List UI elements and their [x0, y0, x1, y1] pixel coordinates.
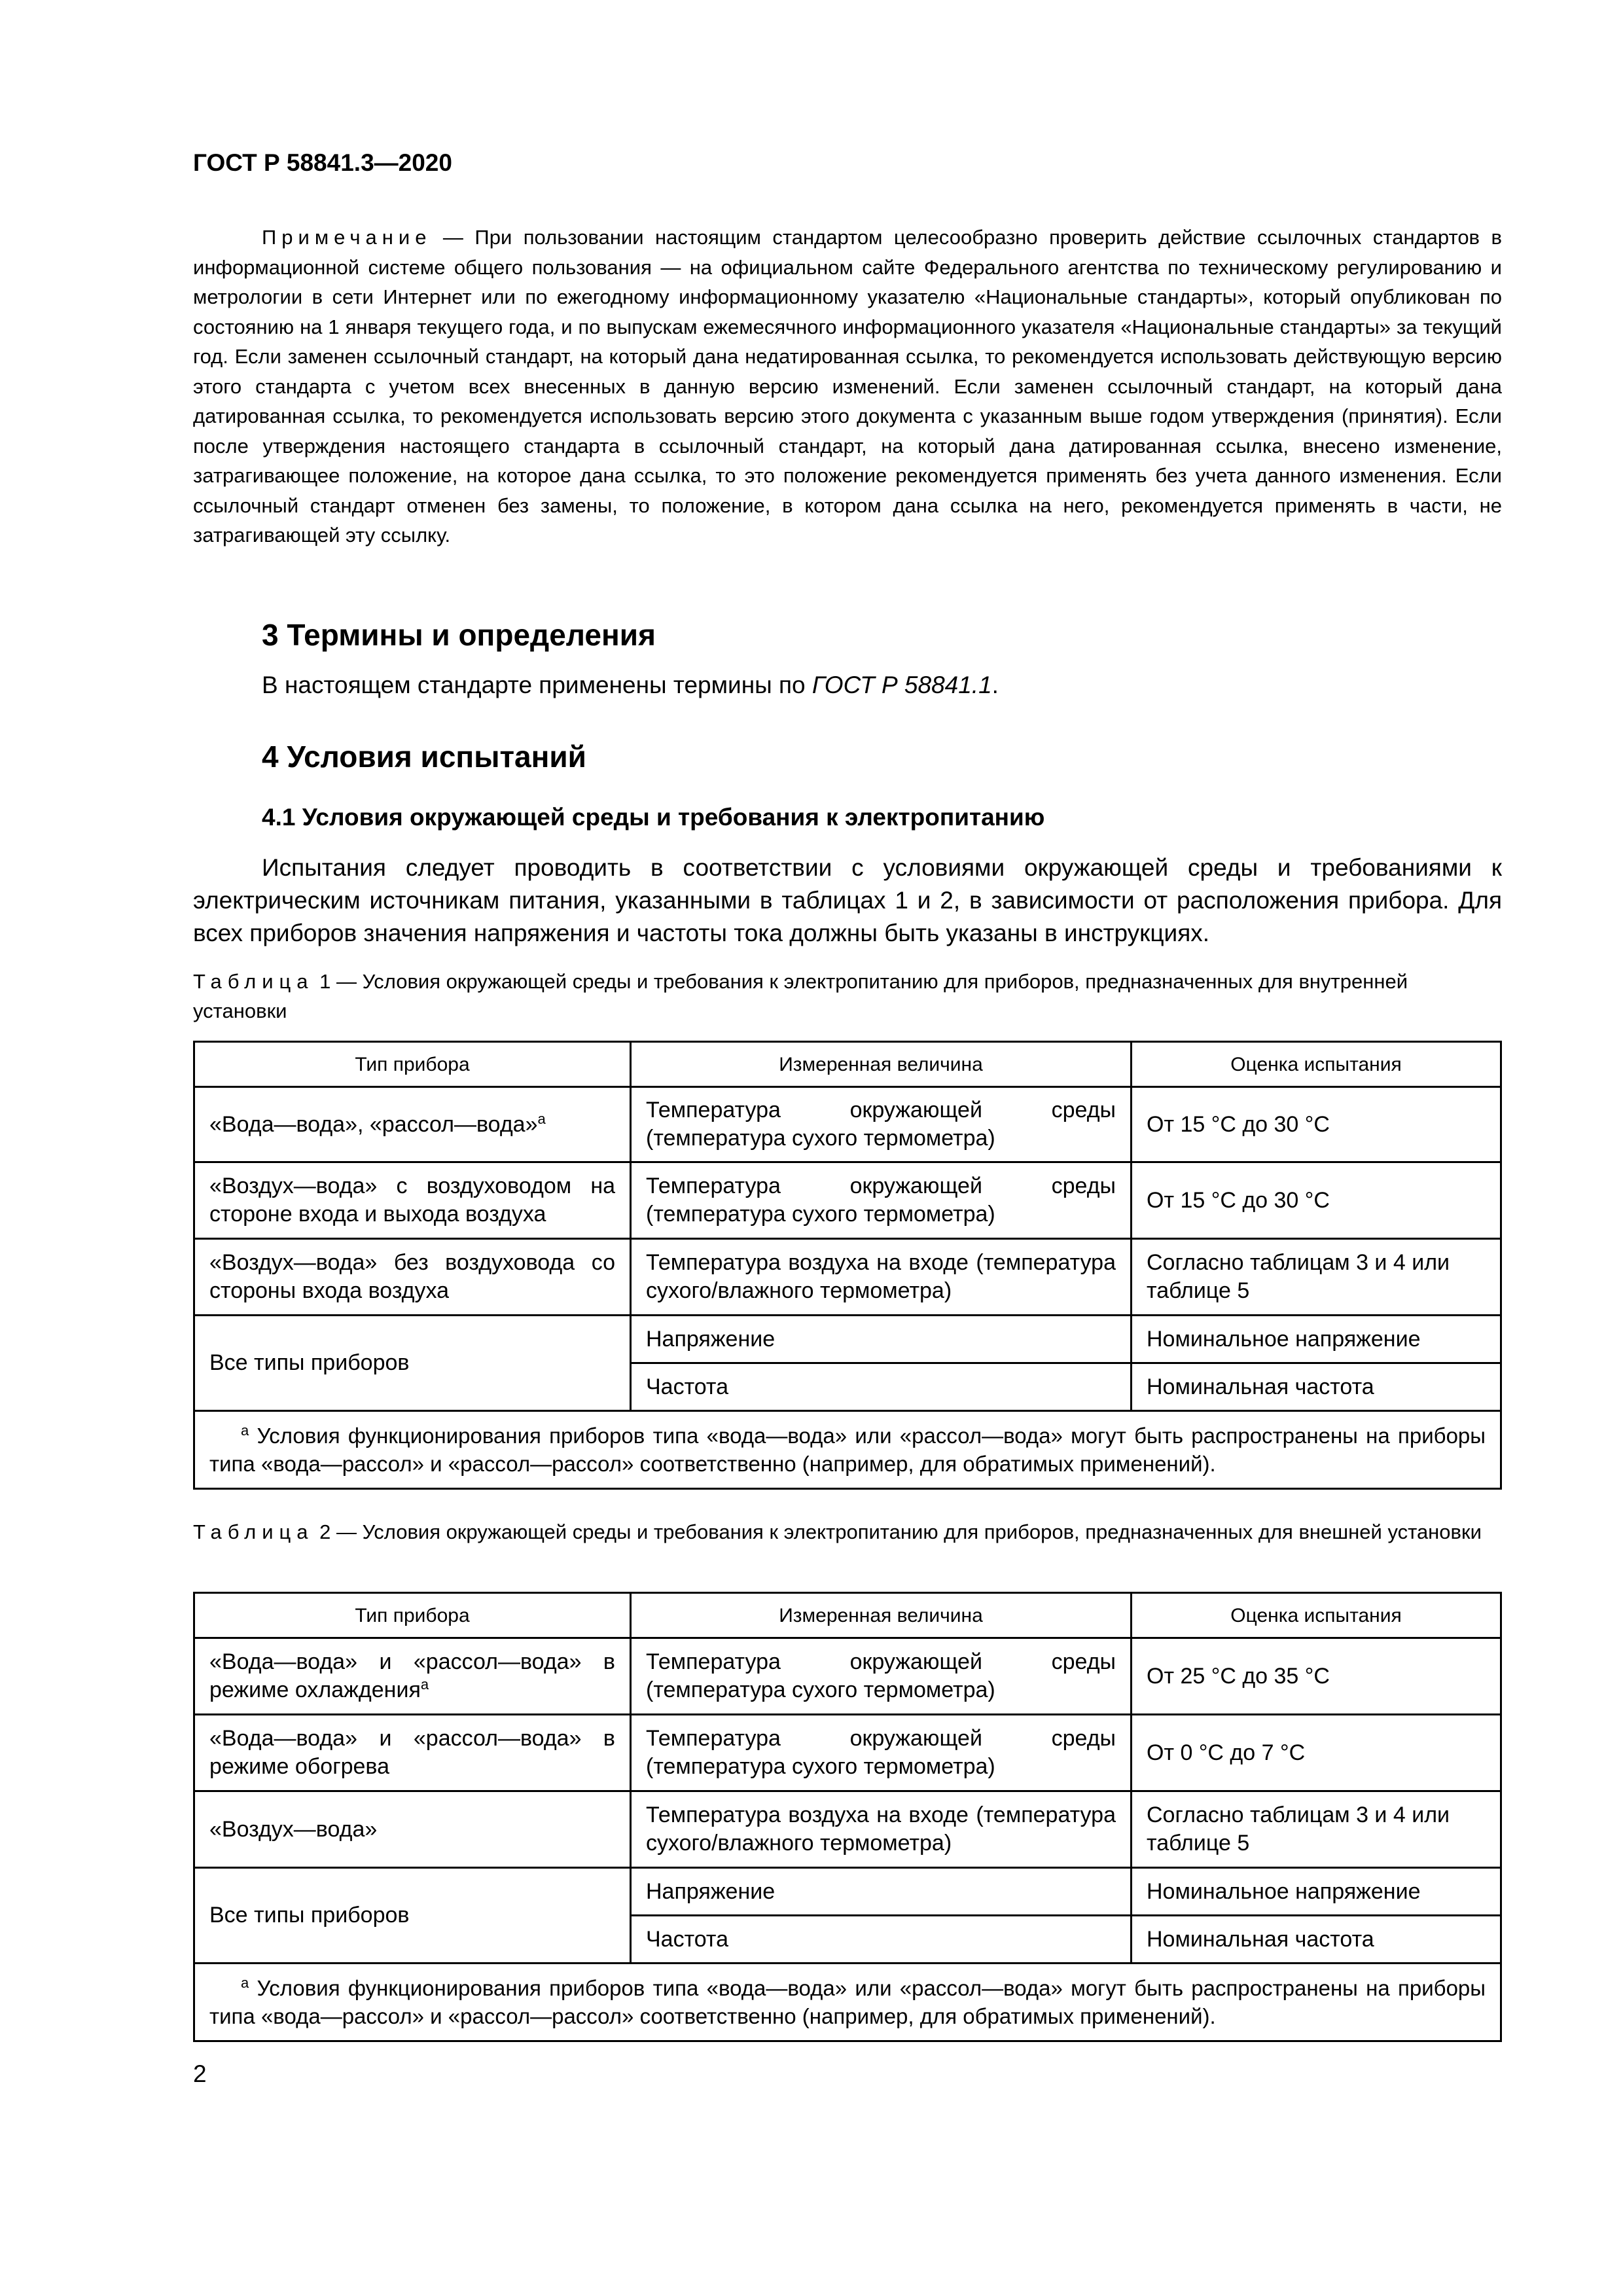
quantity-cell: Температура воздуха на входе (температура сухого/влажного термометра) — [631, 1239, 1132, 1316]
table-row — [194, 1087, 1501, 1162]
document-code: ГОСТ Р 58841.3—2020 — [193, 149, 452, 176]
section-4-1-paragraph: Испытания следует проводить в соответствии с условиями окружающей среды и требованиями к электрическим источникам питания, указанными в таблицах 1 и 2, в зависимости от расположения прибора. Для всех приборов значения напряжения и частоты тока должны быть указаны в инструкциях. — [193, 854, 1502, 946]
section-3-text — [193, 669, 1502, 702]
quantity-cell: Напряжение — [631, 1868, 1132, 1916]
device-type-cell — [194, 1638, 631, 1715]
table-footnote-row — [194, 1411, 1501, 1489]
column-header: Измеренная величина — [631, 1042, 1132, 1087]
gost-reference-link: ГОСТ Р 58841.1 — [812, 672, 992, 698]
device-type-cell: Все типы приборов — [194, 1316, 631, 1411]
note-label: Примечание — [262, 226, 432, 249]
table-1 — [193, 1041, 1502, 1490]
quantity-cell: Температура воздуха на входе (температура сухого/влажного термометра) — [631, 1791, 1132, 1868]
footnote-mark: a — [241, 1422, 249, 1439]
section-3-title: 3 Термины и определения — [262, 618, 656, 652]
table-2 — [193, 1592, 1502, 2042]
footnote-text: Условия функционирования приборов типа «вода—вода» или «рассол—вода» могут быть распространены на приборы типа «вода—рассол» и «рассол—рассол» соответственно (например, для обратимых применений). — [209, 1424, 1486, 1476]
column-header: Тип прибора — [194, 1042, 631, 1087]
quantity-cell: Частота — [631, 1916, 1132, 1964]
evaluation-cell: От 15 °С до 30 °С — [1132, 1087, 1501, 1162]
table-row — [194, 1316, 1501, 1363]
page-number: 2 — [193, 2060, 207, 2087]
column-header: Оценка испытания — [1132, 1042, 1501, 1087]
footnote-mark: a — [537, 1110, 546, 1127]
device-type: «Вода—вода», «рассол—вода» — [209, 1111, 538, 1137]
device-type: «Вода—вода» и «рассол—вода» в режиме охлаждения — [209, 1649, 615, 1702]
table-1-caption-label: Таблица — [193, 970, 314, 993]
section-3-text-after: . — [991, 672, 999, 698]
table-1-caption-text: 1 — Условия окружающей среды и требования к электропитанию для приборов, предназначенных для внутренней установки — [193, 970, 1408, 1022]
section-4-title: 4 Условия испытаний — [262, 740, 586, 774]
evaluation-cell: Номинальное напряжение — [1132, 1316, 1501, 1363]
device-type-cell: Все типы приборов — [194, 1868, 631, 1964]
evaluation-cell: Номинальное напряжение — [1132, 1868, 1501, 1916]
quantity-cell: Температура окружающей среды (температура сухого термометра) — [631, 1638, 1132, 1715]
table-1-caption — [193, 967, 1502, 1026]
note-text: — При пользовании настоящим стандартом целесообразно проверить действие ссылочных стандартов в информационной системе общего пользования — на официальном сайте Федерального агентства по техническому регулированию и метрологии в сети Интернет или по ежегодному информационному указателю «Национальные стандарты», который опубликован по состоянию на 1 января текущего года, и по выпускам ежемесячного информационного указателя «Национальные стандарты» за текущий год. Если заменен ссылочный стандарт, на который дана недатированная ссылка, то рекомендуется использовать действующую версию этого стандарта с учетом всех внесенных в данную версию изменений. Если заменен ссылочный стандарт, на который дана датированная ссылка, то рекомендуется использовать версию этого документа с указанным выше годом утверждения (принятия). Если после утверждения настоящего стандарта в ссылочный стандарт, на который дана датированная ссылка, внесено изменение, затрагивающее положение, на которое дана ссылка, то это положение рекомендуется применять без учета данного изменения. Если ссылочный стандарт отменен без замены, то положение, в котором дана ссылка на него, рекомендуется применять в части, не затрагивающей эту ссылку. — [193, 226, 1502, 547]
table-row — [194, 1162, 1501, 1239]
column-header: Измеренная величина — [631, 1593, 1132, 1638]
table-footnote — [194, 1411, 1501, 1489]
table-2-caption-label: Таблица — [193, 1520, 314, 1543]
table-footnote-row — [194, 1964, 1501, 2041]
table-2-caption — [193, 1517, 1502, 1547]
evaluation-cell: От 15 °С до 30 °С — [1132, 1162, 1501, 1239]
device-type-cell: «Воздух—вода» без воздуховода со стороны входа воздуха — [194, 1239, 631, 1316]
subsection-4-1-title: 4.1 Условия окружающей среды и требования к электропитанию — [262, 804, 1045, 831]
section-3-text-before: В настоящем стандарте применены термины по — [262, 672, 812, 698]
table-header-row — [194, 1042, 1501, 1087]
evaluation-cell: Номинальная частота — [1132, 1363, 1501, 1411]
table-row — [194, 1868, 1501, 1916]
device-type-cell: «Воздух—вода» с воздуховодом на стороне входа и выхода воздуха — [194, 1162, 631, 1239]
footnote-text: Условия функционирования приборов типа «вода—вода» или «рассол—вода» могут быть распространены на приборы типа «вода—рассол» и «рассол—рассол» соответственно (например, для обратимых применений). — [209, 1976, 1486, 2028]
column-header: Оценка испытания — [1132, 1593, 1501, 1638]
evaluation-cell: От 0 °С до 7 °С — [1132, 1715, 1501, 1791]
table-row — [194, 1638, 1501, 1715]
quantity-cell: Температура окружающей среды (температура сухого термометра) — [631, 1087, 1132, 1162]
evaluation-cell: Номинальная частота — [1132, 1916, 1501, 1964]
table-header-row — [194, 1593, 1501, 1638]
quantity-cell: Частота — [631, 1363, 1132, 1411]
table-row — [194, 1715, 1501, 1791]
table-row — [194, 1791, 1501, 1868]
table-row — [194, 1239, 1501, 1316]
quantity-cell: Напряжение — [631, 1316, 1132, 1363]
column-header: Тип прибора — [194, 1593, 631, 1638]
device-type-cell: «Вода—вода» и «рассол—вода» в режиме обогрева — [194, 1715, 631, 1791]
footnote-mark: a — [420, 1676, 429, 1693]
device-type-cell — [194, 1087, 631, 1162]
evaluation-cell: Согласно таблицам 3 и 4 или таблице 5 — [1132, 1791, 1501, 1868]
evaluation-cell: Согласно таблицам 3 и 4 или таблице 5 — [1132, 1239, 1501, 1316]
quantity-cell: Температура окружающей среды (температура сухого термометра) — [631, 1162, 1132, 1239]
reference-note — [193, 223, 1502, 550]
table-2-caption-text: 2 — Условия окружающей среды и требования к электропитанию для приборов, предназначенных для внешней установки — [313, 1520, 1482, 1543]
footnote-mark: a — [241, 1975, 249, 1991]
quantity-cell: Температура окружающей среды (температура сухого термометра) — [631, 1715, 1132, 1791]
evaluation-cell: От 25 °С до 35 °С — [1132, 1638, 1501, 1715]
device-type-cell: «Воздух—вода» — [194, 1791, 631, 1868]
table-footnote — [194, 1964, 1501, 2041]
